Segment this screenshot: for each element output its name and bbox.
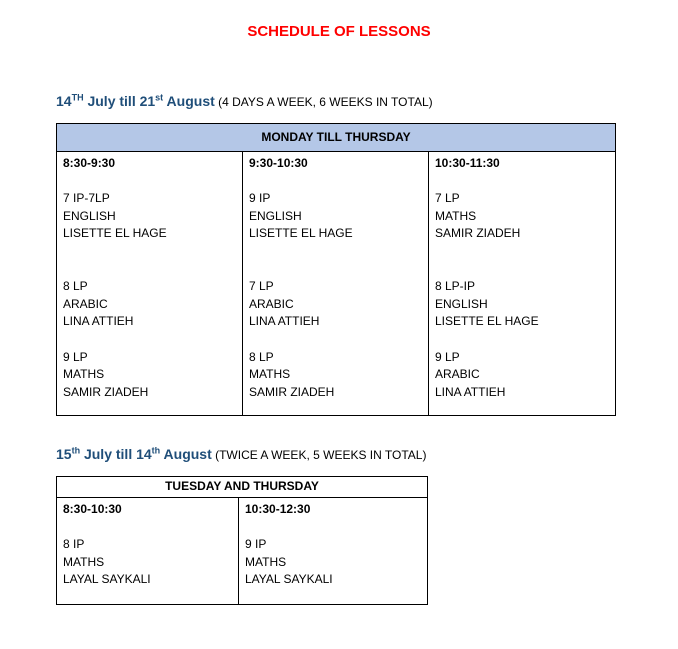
lesson-level: 8 IP (63, 537, 85, 552)
page-title: SCHEDULE OF LESSONS (247, 23, 431, 40)
lesson-teacher: LISETTE EL HAGE (249, 226, 353, 241)
lesson-subject: MATHS (249, 367, 291, 382)
lesson-teacher: LISETTE EL HAGE (63, 226, 167, 241)
lesson-subject: ENGLISH (63, 208, 116, 223)
lesson-level: 7 LP (435, 191, 460, 206)
lesson-teacher: LAYAL SAYKALI (245, 572, 333, 587)
lesson-level: 8 LP (249, 349, 274, 364)
time-slot-cell (57, 498, 239, 605)
section-2-note: (TWICE A WEEK, 5 WEEKS IN TOTAL) (211, 448, 427, 462)
lesson-level: 9 IP (249, 191, 271, 206)
section-1-date-range: 14TH July till 21st August (56, 92, 215, 109)
lesson-teacher: LISETTE EL HAGE (435, 314, 539, 329)
section-2-date-range: 15th July till 14th August (56, 445, 212, 462)
table-header: MONDAY TILL THURSDAY (57, 124, 616, 152)
time-slot-cell (429, 152, 616, 416)
lesson-level: 9 IP (245, 537, 267, 552)
lesson-level: 8 LP-IP (435, 279, 476, 294)
table-header: TUESDAY AND THURSDAY (57, 477, 428, 498)
lesson-teacher: LINA ATTIEH (435, 384, 506, 399)
lesson-subject: MATHS (63, 554, 105, 569)
schedule-table-weekdays (56, 123, 616, 416)
time-slot-cell (239, 498, 428, 605)
lesson-subject: ARABIC (435, 367, 480, 382)
lesson-level: 9 LP (435, 349, 460, 364)
lesson-teacher: SAMIR ZIADEH (249, 384, 335, 399)
lesson-teacher: LINA ATTIEH (63, 314, 134, 329)
time-slot-cell (243, 152, 429, 416)
lesson-subject: MATHS (63, 367, 105, 382)
lesson-teacher: SAMIR ZIADEH (435, 226, 521, 241)
section-2-heading (56, 446, 426, 462)
lesson-subject: ARABIC (63, 296, 108, 311)
lesson-level: 7 IP-7LP (63, 191, 110, 206)
time-slot: 8:30-10:30 (63, 502, 122, 516)
time-slot: 8:30-9:30 (63, 156, 116, 170)
section-1-heading (56, 93, 433, 109)
lesson-teacher: LAYAL SAYKALI (63, 572, 151, 587)
time-slot: 9:30-10:30 (249, 156, 308, 170)
lesson-subject: ENGLISH (249, 208, 302, 223)
lesson-subject: ENGLISH (435, 296, 488, 311)
schedule-table-tue-thu (56, 476, 428, 605)
lesson-level: 8 LP (63, 279, 88, 294)
lesson-teacher: SAMIR ZIADEH (63, 384, 149, 399)
lesson-level: 9 LP (63, 349, 88, 364)
lesson-level: 7 LP (249, 279, 274, 294)
time-slot: 10:30-11:30 (435, 156, 500, 170)
time-slot: 10:30-12:30 (245, 502, 311, 516)
time-slot-cell (57, 152, 243, 416)
lesson-subject: MATHS (435, 208, 477, 223)
lesson-subject: ARABIC (249, 296, 294, 311)
lesson-subject: MATHS (245, 554, 287, 569)
section-1-note: (4 DAYS A WEEK, 6 WEEKS IN TOTAL) (214, 95, 433, 109)
lesson-teacher: LINA ATTIEH (249, 314, 320, 329)
